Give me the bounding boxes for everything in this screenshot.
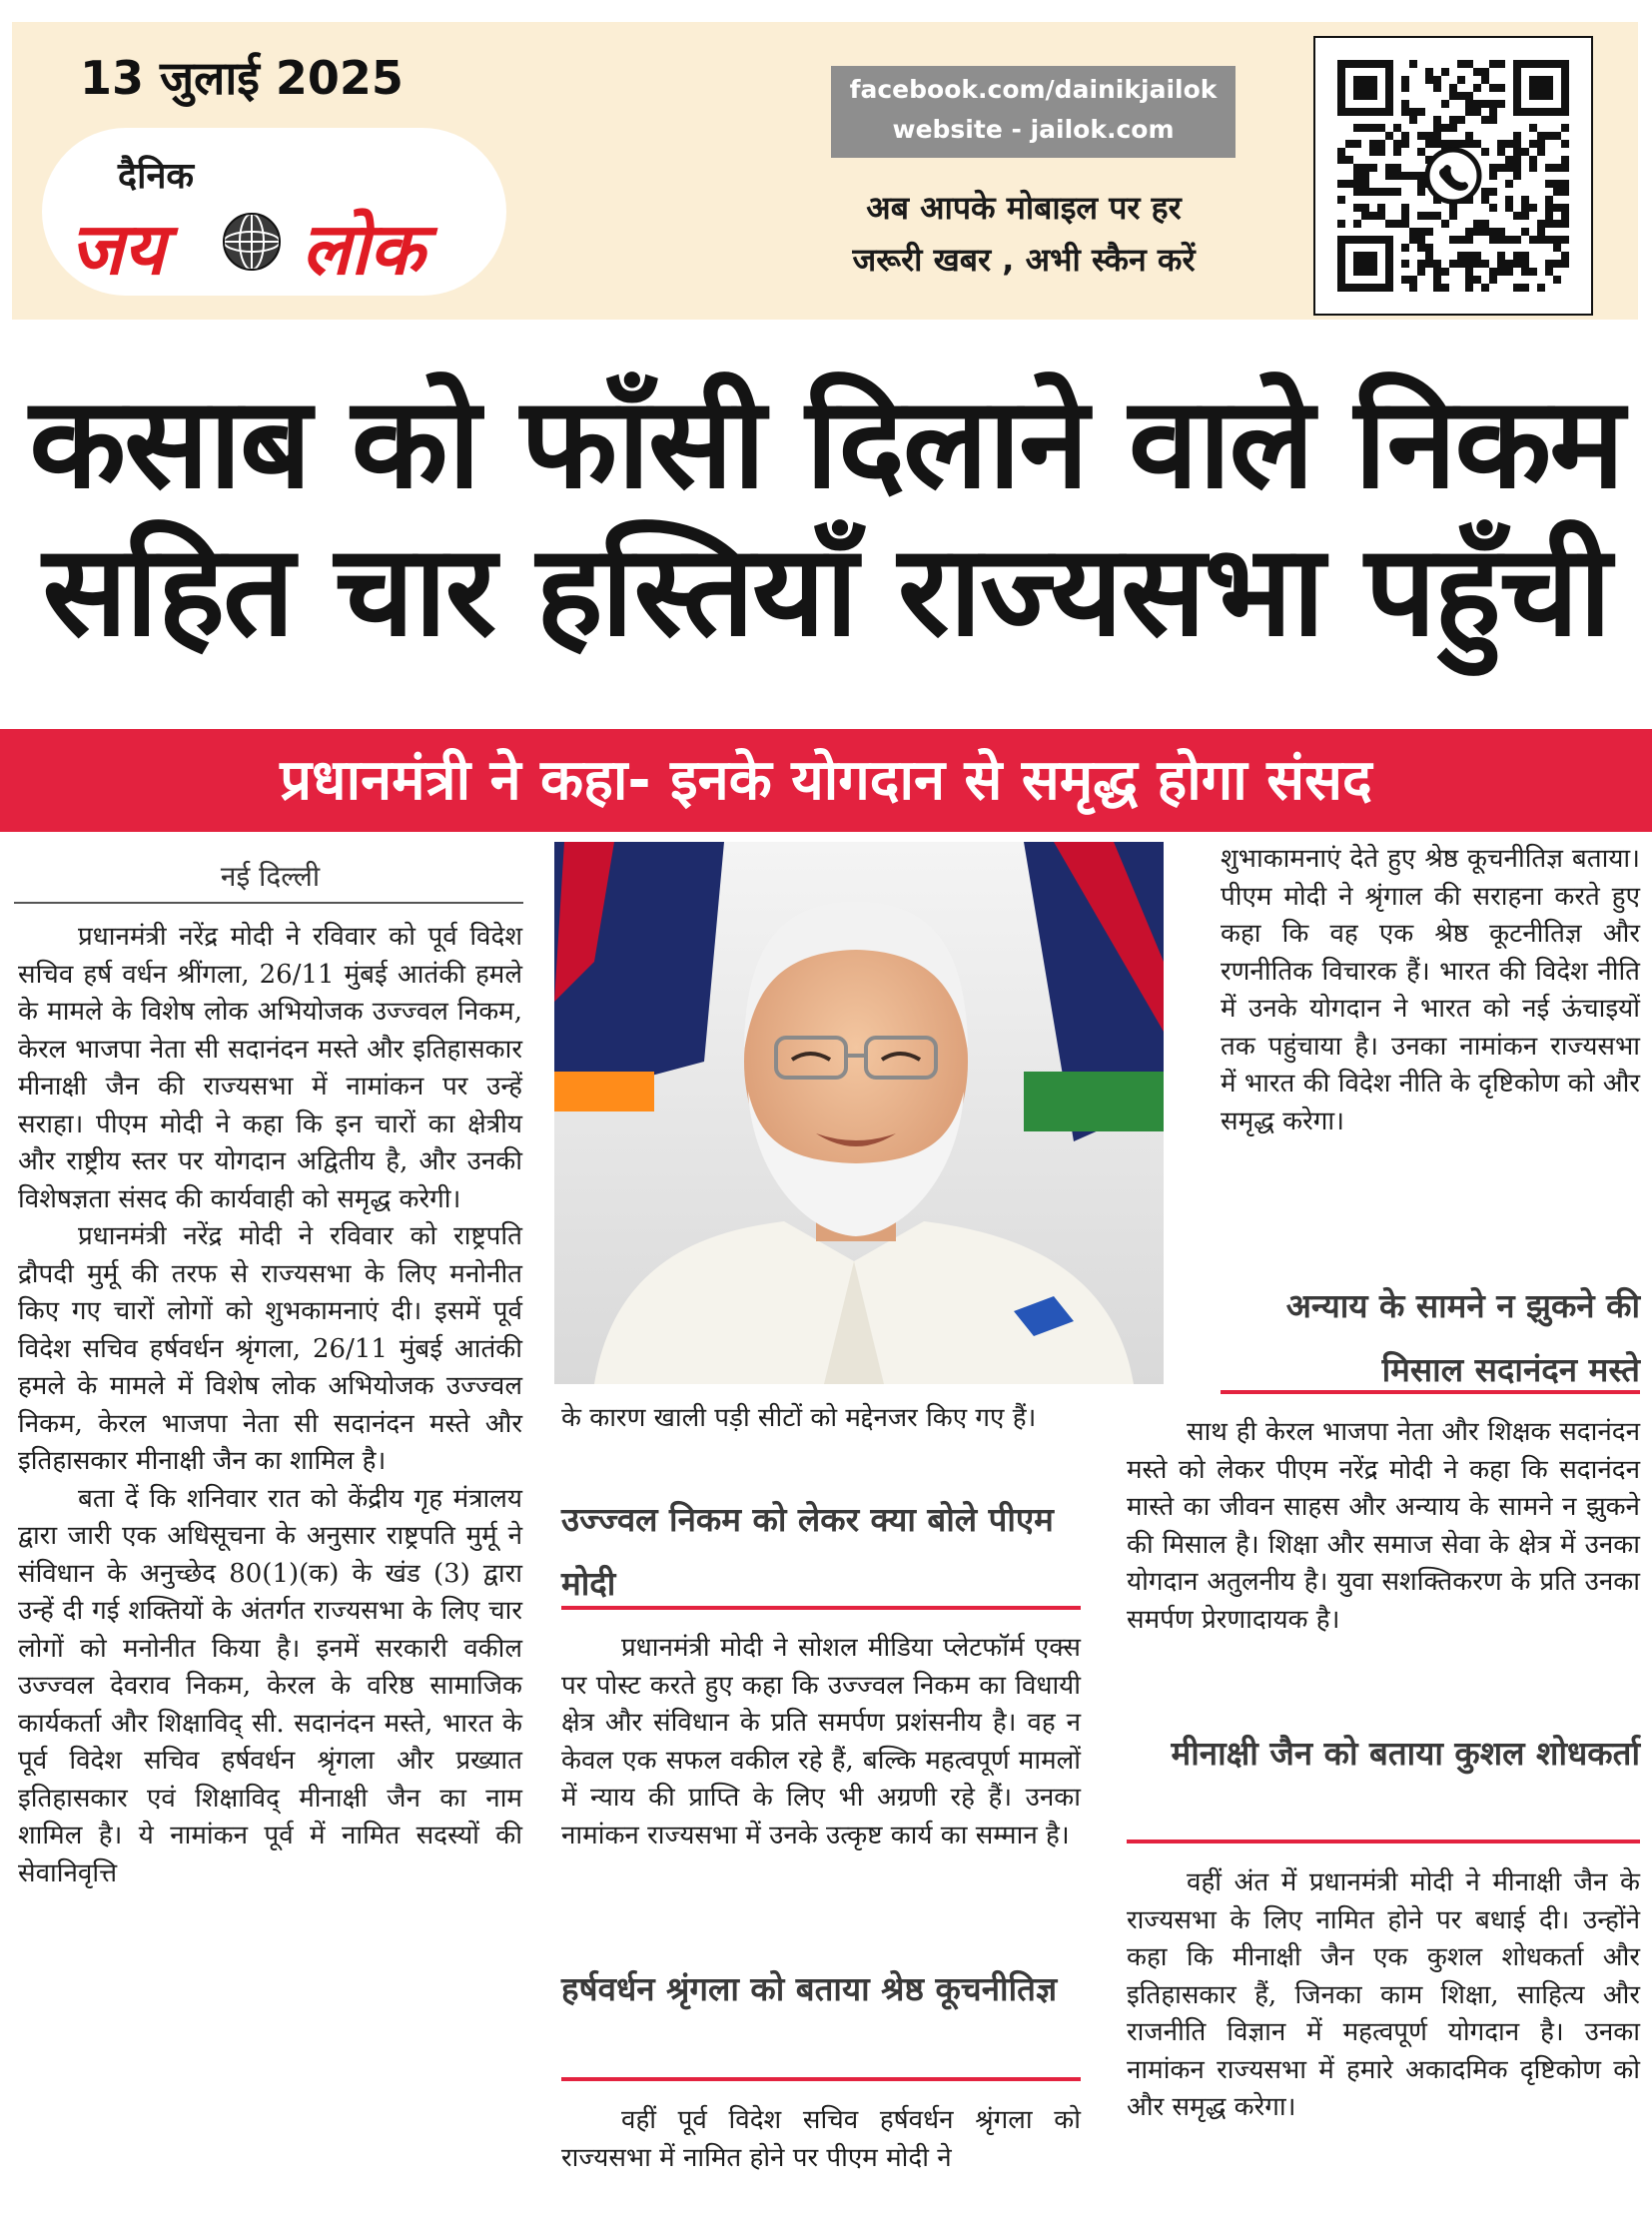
subheading-shringla: हर्षवर्धन श्रृंगला को बताया श्रेष्ठ कूचनीतिज्ञ [561, 1969, 1058, 2008]
paragraph: प्रधानमंत्री नरेंद्र मोदी ने रविवार को राष्ट्रपति द्रौपदी मुर्मू की तरफ से राज्यसभा के लिए मनोनीत किए गए चारों लोगों को शुभकामनाएं दी। इसमें पूर्व विदेश सचिव हर्षवर्धन श्रृंगला, 26/11 मुंबई आतंकी हमले के मामले में विशेष लोक अभियोजक उज्ज्वल निकम, केरल भाजपा नेता सी सदानंदन मस्ते और इतिहासकार मीनाक्षी जैन का शामिल है। [18, 1221, 522, 1476]
paragraph: प्रधानमंत्री नरेंद्र मोदी ने रविवार को पूर्व विदेश सचिव हर्ष वर्धन श्रींगला, 26/11 मुंबई आतंकी हमले के मामले के विशेष लोक अभियोजक उज्ज्वल निकम, केरल भाजपा नेता सी सदानंदन मस्ते और इतिहासकार मीनाक्षी जैन की राज्यसभा में नामांकन पर उन्हें सराहा। पीएम मोदी ने कहा कि इन चारों का क्षेत्रीय और राष्ट्रीय स्तर पर योगदान अद्वितीय है, और उनकी विशेषज्ञता संसद की कार्यवाही को समृद्ध करेगी। [18, 922, 522, 1214]
subheading-divider [1127, 1840, 1640, 1844]
headline-line2: सहित चार हस्तियाँ राज्यसभा पहुँची [42, 517, 1610, 664]
subheading-meenakshi: मीनाक्षी जैन को बताया कुशल शोधकर्ता [1171, 1734, 1640, 1773]
paragraph: प्रधानमंत्री मोदी ने सोशल मीडिया प्लेटफॉर्म एक्स पर पोस्ट करते हुए कहा कि उज्ज्वल निकम का विधायी क्षेत्र और संविधान के प्रति समर्पण प्रशंसनीय है। वह न केवल एक सफल वकील रहे हैं, बल्कि महत्वपूर्ण मामलों में न्याय की प्राप्ति के लिए भी अग्रणी रहे हैं। उनका नामांकन राज्यसभा में उनके उत्कृष्ट कार्य का सम्मान है। [561, 1633, 1081, 1850]
paragraph: वहीं अंत में प्रधानमंत्री मोदी ने मीनाक्षी जैन के राज्यसभा के लिए नामित होने पर बधाई दी। उन्होंने कहा कि मीनाक्षी जैन एक कुशल शोधकर्ता और इतिहासकार हैं, जिनका काम शिक्षा, साहित्य और राजनीति विज्ञान में महत्वपूर्ण योगदान है। उनका नामांकन राज्यसभा में हमारे अकादमिक दृष्टिकोण को और समृद्ध करेगा। [1127, 1867, 1640, 2122]
qr-code[interactable] [1313, 36, 1593, 316]
article-column-3-section-3 [1127, 1864, 1640, 2127]
edition-date: 13 जुलाई 2025 [80, 51, 404, 105]
subheading-divider [561, 1606, 1081, 1610]
article-column-2-section-2 [561, 2102, 1081, 2177]
article-column-3-section-1 [1221, 841, 1640, 1140]
qr-code-icon [1315, 38, 1591, 314]
main-headline [20, 369, 1632, 665]
article-column-2-section-1 [561, 1630, 1081, 1854]
logo-prefix: दैनिक [118, 156, 195, 197]
paragraph: साथ ही केरल भाजपा नेता और शिक्षक सदानंदन मस्ते को लेकर पीएम नरेंद्र मोदी ने कहा कि सदानंदन मास्ते का जीवन साहस और अन्याय के सामने न झुकने की मिसाल है। शिक्षा और समाज सेवा के क्षेत्र में उनका योगदान अतुलनीय है। युवा सशक्तिकरण के प्रति उनका समर्पण प्रेरणादायक है। [1127, 1417, 1640, 1635]
scan-promo-line2: जरूरी खबर , अभी स्कैन करें [852, 241, 1196, 279]
dateline: नई दिल्ली [220, 860, 321, 893]
logo-word-left: जय [70, 207, 166, 291]
news-photo [554, 842, 1164, 1384]
headline-line1: कसाब को फाँसी दिलाने वाले निकम [29, 369, 1623, 516]
scan-promo [789, 182, 1258, 286]
scan-promo-line1: अब आपके मोबाइल पर हर [866, 189, 1182, 227]
subheadline-banner: प्रधानमंत्री ने कहा- इनके योगदान से समृद्ध होगा संसद [0, 729, 1652, 832]
paragraph: वहीं पूर्व विदेश सचिव हर्षवर्धन श्रृंगला को राज्यसभा में नामित होने पर पीएम मोदी ने [561, 2105, 1081, 2173]
subheading-sadanandan: अन्याय के सामने न झुकने की मिसाल सदानंदन मस्ते [1285, 1286, 1640, 1389]
subheading-divider [561, 2077, 1081, 2081]
paragraph: शुभाकामनाएं देते हुए श्रेष्ठ कूचनीतिज्ञ बताया। पीएम मोदी ने श्रृंगाल की सराहना करते हुए कहा कि वह एक श्रेष्ठ कूटनीतिज्ञ और रणनीतिक विचारक हैं। भारत की विदेश नीति में उनके योगदान ने भारत को नई ऊंचाइयों तक पहुंचाया है। उनका नामांकन राज्यसभा में भारत की विदेश नीति के दृष्टिकोण को और समृद्ध करेगा। [1221, 844, 1640, 1136]
social-links-box [831, 66, 1236, 158]
article-column-2-continued: के कारण खाली पड़ी सीटों को मद्देनजर किए गए हैं। [561, 1403, 1037, 1433]
article-column-1 [18, 919, 522, 1892]
article-column-3-section-2 [1127, 1414, 1640, 1639]
subheading-nikam: उज्ज्वल निकम को लेकर क्या बोले पीएम मोदी [561, 1500, 1054, 1603]
paragraph: बता दें कि शनिवार रात को केंद्रीय गृह मंत्रालय द्वारा जारी एक अधिसूचना के अनुसार राष्ट्रपति मुर्मू ने संविधान के अनुच्छेद 80(1)(क) के खंड (3) द्वारा उन्हें दी गई शक्तियों के अंतर्गत राज्यसभा के लिए चार लोगों को मनोनीत किया है। इनमें सरकारी वकील उज्ज्वल देवराव निकम, केरल के वरिष्ठ सामाजिक कार्यकर्ता और शिक्षाविद् सी. सदानंदन मस्ते, भारत के पूर्व विदेश सचिव हर्षवर्धन श्रृंगला और प्रख्यात इतिहासकार एवं शिक्षाविद् मीनाक्षी जैन का नाम शामिल है। ये नामांकन पूर्व में नामित सदस्यों की सेवानिवृत्ति [18, 1483, 522, 1888]
website-link[interactable]: website - jailok.com [892, 115, 1175, 144]
globe-icon [220, 210, 284, 274]
dateline-divider [14, 902, 523, 904]
portrait-illustration [554, 842, 1164, 1384]
facebook-link[interactable]: facebook.com/dainikjailok [849, 75, 1218, 104]
logo-word-right: लोक [302, 207, 424, 291]
subheading-divider [1221, 1390, 1640, 1394]
